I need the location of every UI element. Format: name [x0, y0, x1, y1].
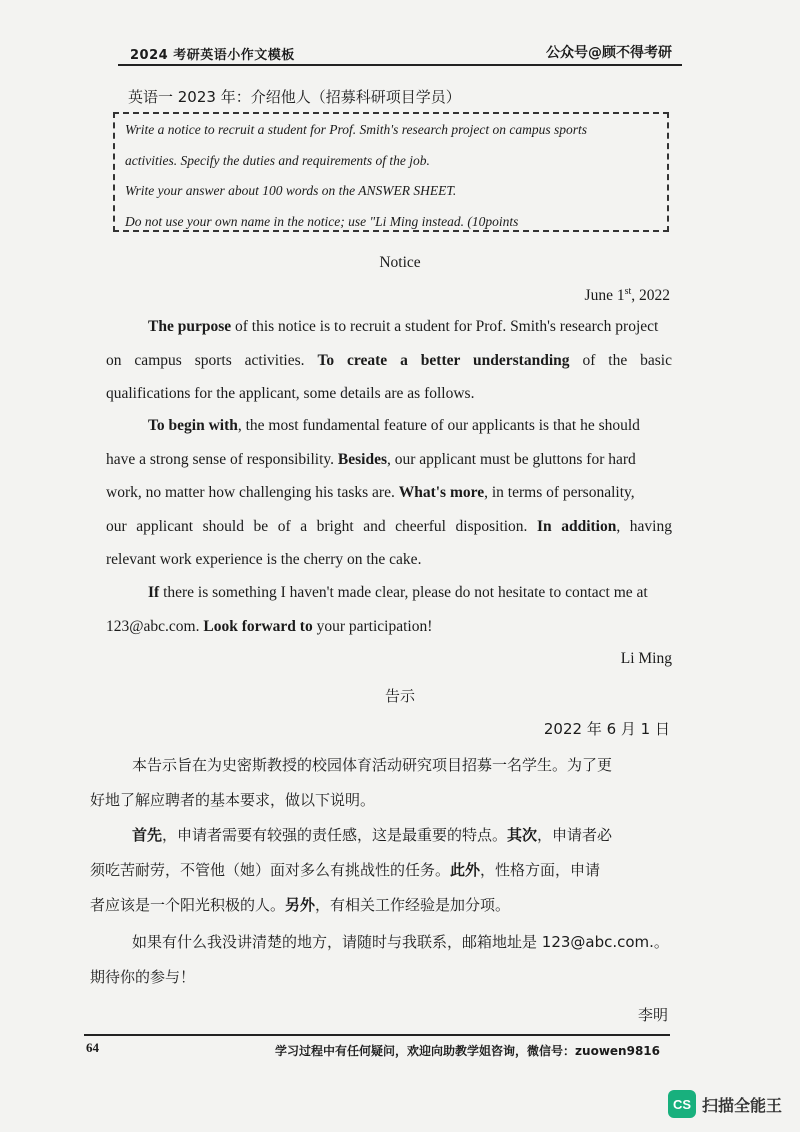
watermark-text: 扫描全能王	[701, 1095, 782, 1115]
camscanner-logo-icon: CS	[668, 1090, 696, 1118]
scanner-watermark	[668, 1090, 782, 1118]
notice-title: Notice	[379, 254, 421, 271]
english-paragraph-1: The purpose of this notice is to recruit a student for Prof. Smith's research project on campus sports activities. To create a better understanding of the basic qualifications for the applicant, some details are as follows.	[106, 318, 672, 402]
header-title: 2024 考研英语小作文模板	[130, 48, 295, 63]
prompt-box	[113, 112, 669, 232]
prompt-line: Write your answer about 100 words on the ANSWER SHEET.	[125, 183, 457, 198]
prompt-line: Do not use your own name in the notice; use "Li Ming instead. (10points	[125, 213, 519, 229]
page-number: 64	[86, 1040, 99, 1055]
chinese-title: 告示	[384, 687, 415, 705]
prompt-line: Write a notice to recruit a student for Prof. Smith's research project on campus sports	[125, 122, 587, 137]
footer-divider	[84, 1034, 670, 1036]
chinese-date: 2022 年 6 月 1 日	[543, 720, 670, 738]
chinese-paragraph-2: 首先，申请者需要有较强的责任感，这是最重要的特点。其次，申请者必 须吃苦耐劳，不管他（她）面对多么有挑战性的任务。此外，性格方面，申请 者应该是一个阳光积极的人。另外，有相关工作经验是加分项。	[90, 826, 613, 914]
task-title: 英语一 2023 年：介绍他人（招募科研项目学员）	[128, 88, 461, 106]
header-account: 公众号@顾不得考研	[546, 45, 672, 61]
english-paragraph-3: If there is something I haven't made clear, please do not hesitate to contact me at 123@abc.com. Look forward to your participation!	[106, 584, 648, 635]
english-paragraph-2: To begin with, the most fundamental feature of our applicants is that he should have a strong sense of responsibility. Besides, our applicant must be gluttons for hard work, no matter how challenging his tasks are. What's more, in terms of personality, our applicant should be of a bright and cheerful disposition. In addition, having relevant work experience is the cherry on the cake.	[106, 417, 672, 568]
chinese-paragraph-3: 如果有什么我没讲清楚的地方，请随时与我联系，邮箱地址是 123@abc.com.。 期待你的参与！	[90, 933, 669, 986]
notice-date: June 1st, 2022	[584, 286, 670, 305]
prompt-line: activities. Specify the duties and requirements of the job.	[125, 152, 430, 168]
chinese-paragraph-1: 本告示旨在为史密斯教授的校园体育活动研究项目招募一名学生。为了更 好地了解应聘者的基本要求，做以下说明。	[90, 756, 613, 809]
chinese-signature: 李明	[637, 1006, 668, 1024]
english-signature: Li Ming	[620, 650, 672, 667]
footer-text: 学习过程中有任何疑问，欢迎向助教学姐咨询，微信号：zuowen9816	[275, 1044, 660, 1058]
header-divider	[118, 64, 682, 66]
